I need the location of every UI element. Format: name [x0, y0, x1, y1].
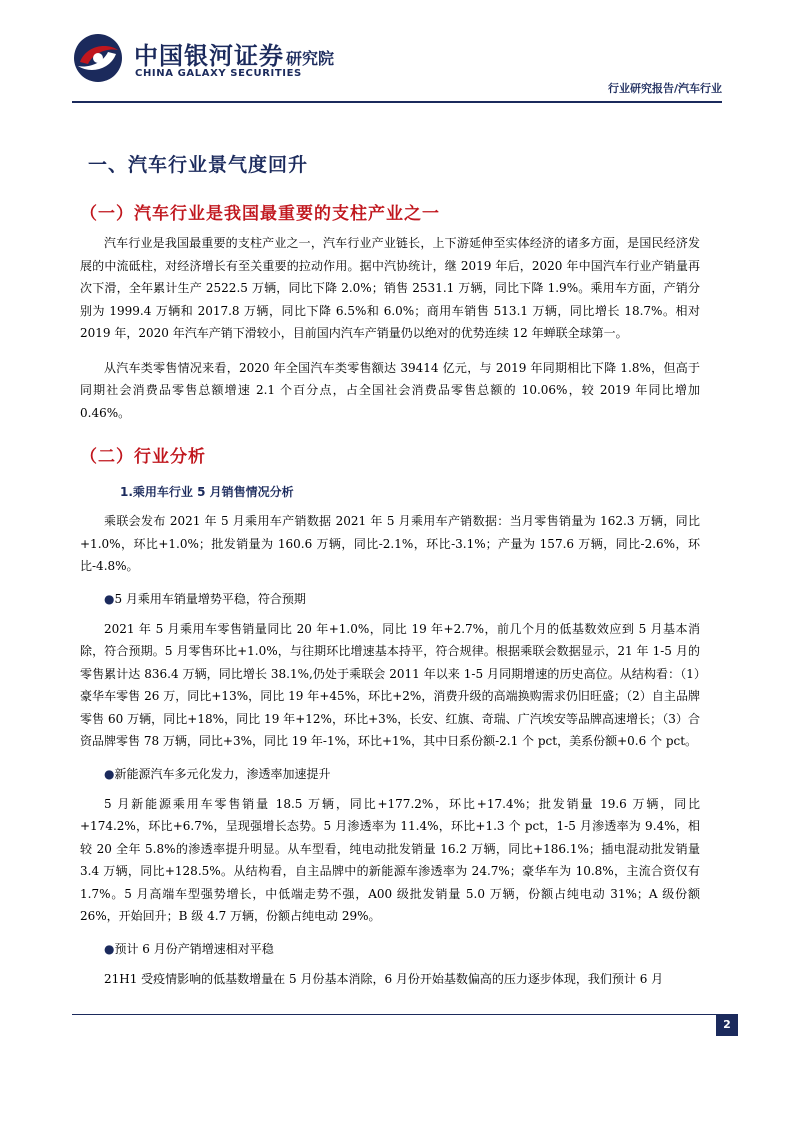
institute-name: 研究院 [286, 49, 335, 68]
paragraph: 5 月新能源乘用车零售销量 18.5 万辆，同比+177.2%，环比+17.4%；批发销量 19.6 万辆，同比+174.2%，环比+6.7%，呈现强增长态势。5 月渗透率为 11.4%，环比+1.3 个 pct，1-5 月渗透率为 9.4%，相较 20 全年 5.8%的渗透率提升明显。从车型看，纯电动批发销量 16.2 万辆，同比+186.1%；插电混动批发销量 3.4 万辆，同比+128.5%。从结构看，自主品牌中的新能源车渗透率为 24.7%；豪华车为 10.8%，主流合资仅有 1.7%。5 月高端车型强势增长，中低端走势不强，A00 级批发销量 5.0 万辆，份额占纯电动 31%；A 级份额 26%，开始回升；B 级 4.7 万辆，份额占纯电动 29%。 [80, 796, 700, 923]
bullet-item [104, 938, 700, 960]
paragraph: 21H1 受疫情影响的低基数增量在 5 月份基本消除，6 月份开始基数偏高的压力逐步体现，我们预计 6 月 [104, 971, 664, 986]
bullet-text: 新能源汽车多元化发力，渗透率加速提升 [114, 766, 331, 781]
paragraph: 2021 年 5 月乘用车零售销量同比 20 年+1.0%，同比 19 年+2.7%，前几个月的低基数效应到 5 月基本消除，符合预期。5 月零售环比+1.0%，与往期环比增速基本持平，符合规律。根据乘联会数据显示，21 年 1-5 月的零售累计达 836.4 万辆，同比增长 38.1%,仍处于乘联会 2011 年以来 1-5 月同期增速的历史高位。从结构看：（1）豪华车零售 26 万，同比+13%，同比 19 年+45%，环比+2%，消费升级的高端换购需求仍旧旺盛；（2）自主品牌零售 60 万辆，同比+18%，同比 19 年+12%，环比+3%，长安、红旗、奇瑞、广汽埃安等品牌高速增长；（3）合资品牌零售 78 万辆，同比+3%，同比 19 年-1%，环比+1%，其中日系份额-2.1 个 pct，美系份额+0.6 个 pct。 [80, 621, 700, 748]
paragraph: 汽车行业是我国最重要的支柱产业之一，汽车行业产业链长，上下游延伸至实体经济的诸多方面，是国民经济发展的中流砥柱，对经济增长有至关重要的拉动作用。据中汽协统计，继 2019 年后，2020 年中国汽车行业产销量再次下滑，全年累计生产 2522.5 万辆，同比下降 2.0%；销售 2531.1 万辆，同比下降 1.9%。乘用车方面，产销分别为 1999.4 万辆和 2017.8 万辆，同比下降 6.5%和 6.0%；商用车销售 513.1 万辆，同比增长 18.7%。相对 2019 年，2020 年汽车产销下滑较小，目前国内汽车产销量仍以绝对的优势连续 12 年蝉联全球第一。 [80, 236, 700, 340]
subsection-title: （二）行业分析 [80, 447, 206, 467]
bullet-text: 5 月乘用车销量增势平稳，符合预期 [114, 591, 306, 606]
bullet-dot-icon: ● [104, 591, 115, 606]
sub-subsection-title: 1.乘用车行业 5 月销售情况分析 [120, 485, 294, 499]
page-header [72, 30, 722, 102]
report-body [80, 150, 700, 990]
subsection-title: （一）汽车行业是我国最重要的支柱产业之一 [80, 204, 440, 224]
bullet-dot-icon: ● [104, 941, 115, 956]
paragraph: 乘联会发布 2021 年 5 月乘用车产销数据 2021 年 5 月乘用车产销数据：当月零售销量为 162.3 万辆，同比+1.0%，环比+1.0%；批发销量为 160.6 万辆，同比-2.1%，环比-3.1%；产量为 157.6 万辆，同比-2.6%，环比-4.8%。 [80, 514, 700, 573]
page-number: 2 [716, 1014, 738, 1036]
bullet-item [104, 763, 700, 785]
report-type-label: 行业研究报告/汽车行业 [607, 82, 722, 95]
company-name-en: CHINA GALAXY SECURITIES [135, 68, 302, 79]
section-title: 一、汽车行业景气度回升 [88, 154, 309, 176]
galaxy-logo-icon [72, 32, 124, 84]
company-name-cn: 中国银河证券 [134, 42, 284, 70]
bullet-item [104, 588, 700, 610]
bullet-text: 预计 6 月份产销增速相对平稳 [114, 941, 274, 956]
footer-divider [72, 1014, 722, 1015]
paragraph: 从汽车类零售情况来看，2020 年全国汽车类零售额达 39414 亿元，与 2019 年同期相比下降 1.8%，但高于同期社会消费品零售总额增速 2.1 个百分点，占全国社会消费品零售总额的 10.06%，较 2019 年同比增加 0.46%。 [80, 360, 700, 420]
header-divider [72, 101, 722, 103]
bullet-dot-icon: ● [104, 766, 115, 781]
